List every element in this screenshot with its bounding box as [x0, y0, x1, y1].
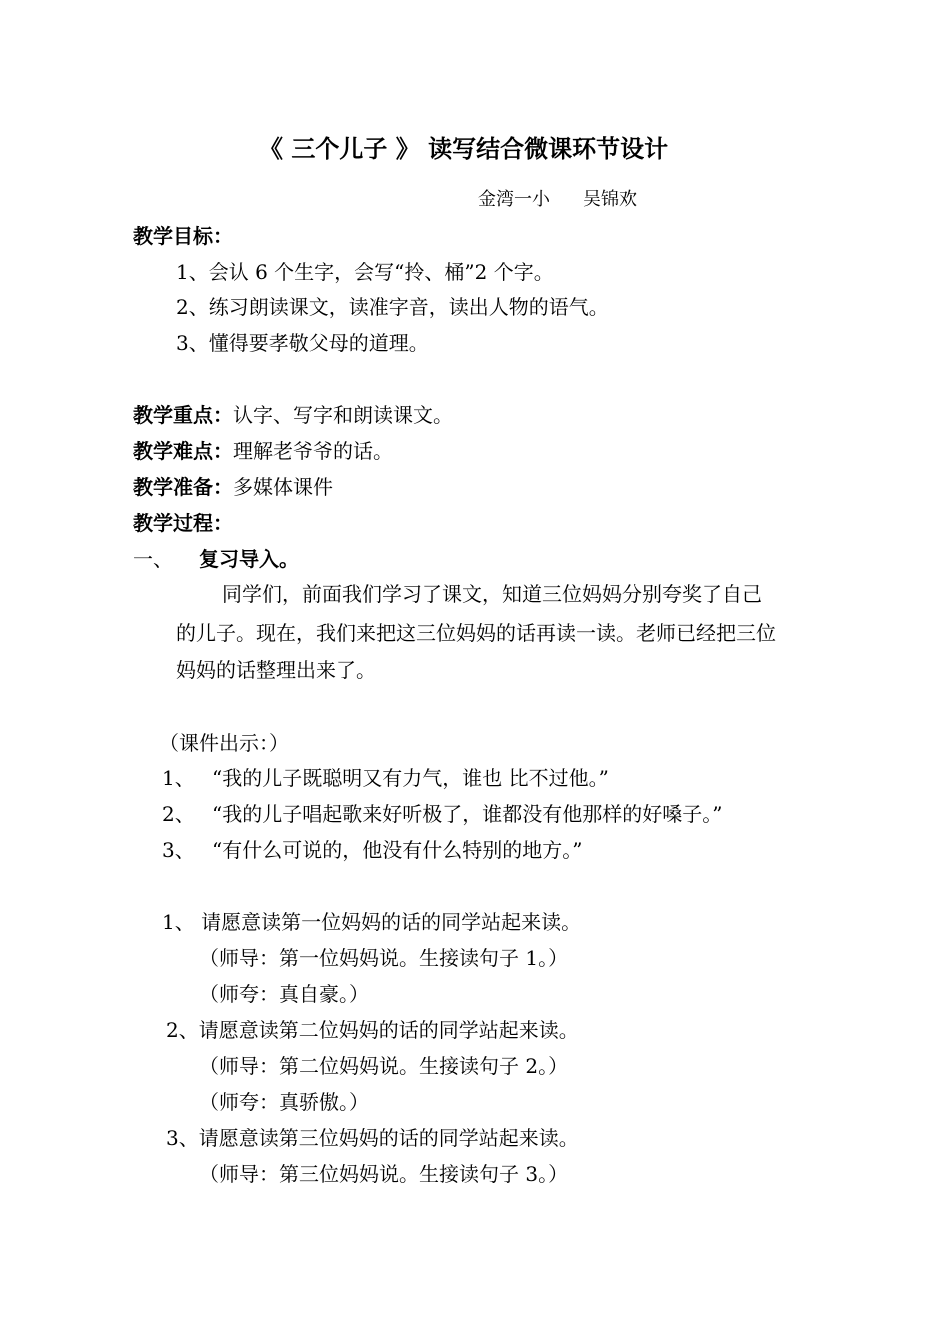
courseware-item-1-text: “我的儿子既聪明又有力气，谁也 比不过他。”: [212, 766, 609, 790]
document-title: 《 三个儿子 》 读写结合微课环节设计: [259, 135, 669, 163]
author-name: 吴锦欢: [583, 189, 637, 210]
preparation-value: 多媒体课件: [233, 475, 333, 499]
section1-paragraph-line3: 妈妈的话整理出来了。: [176, 658, 376, 682]
section1-paragraph-line2: 的儿子。现在，我们来把这三位妈妈的话再读一读。老师已经把三位: [176, 621, 776, 645]
objective-item-1: 1、会认 6 个生字，会写“拎、桶”2 个字。: [176, 260, 554, 284]
section1-paragraph-line1: 同学们，前面我们学习了课文，知道三位妈妈分别夸奖了自己: [222, 582, 762, 606]
preparation-row: [133, 473, 333, 501]
step-3-line: 3、请愿意读第三位妈妈的话的同学站起来读。: [166, 1126, 579, 1150]
step-2-guide: （师导：第二位妈妈说。生接读句子 2。）: [199, 1054, 569, 1078]
key-points-row: [133, 401, 453, 429]
courseware-item-3-text: “有什么可说的，他没有什么特别的地方。”: [212, 838, 583, 862]
step-1-line: 1、 请愿意读第一位妈妈的话的同学站起来读。: [162, 910, 582, 934]
step-3-guide: （师导：第三位妈妈说。生接读句子 3。）: [199, 1162, 569, 1186]
difficulty-label: 教学难点：: [133, 439, 233, 463]
step-2-line: 2、请愿意读第二位妈妈的话的同学站起来读。: [166, 1018, 579, 1042]
courseware-item-3-num: 3、: [162, 838, 195, 862]
step-1-praise: （师夸：真自豪。）: [199, 982, 369, 1006]
difficulty-row: [133, 437, 393, 465]
courseware-item-2-num: 2、: [162, 802, 195, 826]
difficulty-value: 理解老爷爷的话。: [233, 439, 393, 463]
courseware-item-1-num: 1、: [162, 766, 195, 790]
objective-item-3: 3、懂得要孝敬父母的道理。: [176, 331, 429, 355]
step-1-guide: （师导：第一位妈妈说。生接读句子 1。）: [199, 946, 569, 970]
preparation-label: 教学准备：: [133, 475, 233, 499]
section1-number: 一、: [133, 547, 173, 571]
key-points-value: 认字、写字和朗读课文。: [233, 403, 453, 427]
key-points-label: 教学重点：: [133, 403, 233, 427]
objective-item-2: 2、练习朗读课文，读准字音，读出人物的语气。: [176, 295, 609, 319]
objectives-heading: 教学目标：: [133, 224, 233, 248]
courseware-item-2-text: “我的儿子唱起歌来好听极了，谁都没有他那样的好嗓子。”: [212, 802, 723, 826]
courseware-label: （课件出示：）: [159, 731, 289, 755]
author-school: 金湾一小: [478, 189, 550, 210]
section1-heading: 复习导入。: [199, 547, 299, 571]
step-2-praise: （师夸：真骄傲。）: [199, 1090, 369, 1114]
process-heading: 教学过程：: [133, 511, 233, 535]
